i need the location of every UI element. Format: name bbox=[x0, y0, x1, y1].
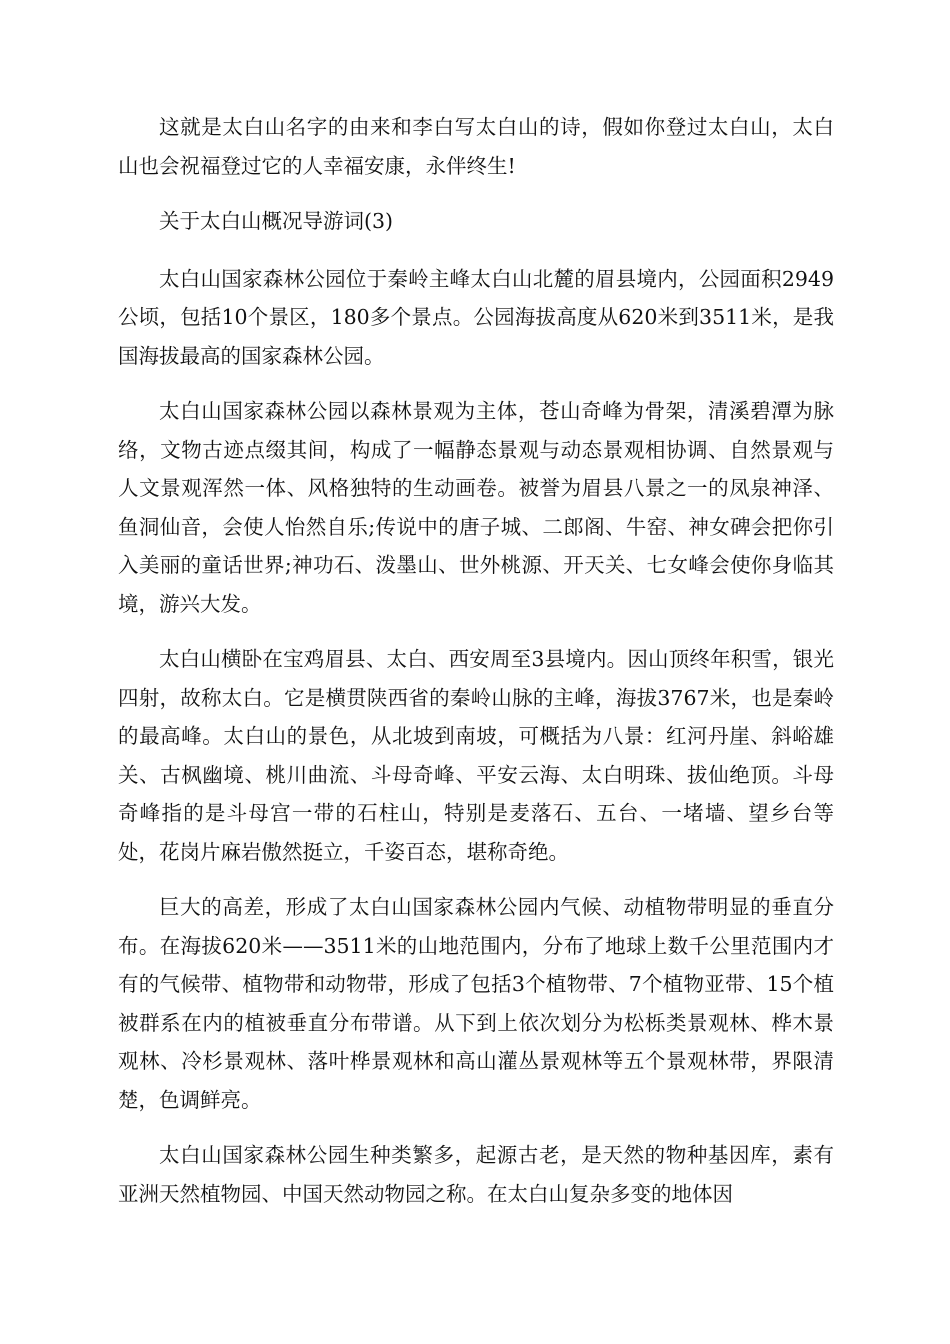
section-heading: 关于太白山概况导游词(3) bbox=[159, 209, 394, 233]
paragraph-vertical-distribution: 巨大的高差，形成了太白山国家森林公园内气候、动植物带明显的垂直分布。在海拔620米——3511米的山地范围内，分布了地球上数千公里范围内才有的气候带、植物带和动物带，形成了包括3个植物带、7个植物亚带、15个植被群系在内的植被垂直分布带谱。从下到上依次划分为松栎类景观林、桦木景观林、冷杉景观林、落叶桦景观林和高山灌丛景观林等五个景观林带，界限清楚，色调鲜亮。 bbox=[118, 895, 834, 1112]
document-page bbox=[118, 108, 834, 1230]
paragraph-park-landscape: 太白山国家森林公园以森林景观为主体，苍山奇峰为骨架，清溪碧潭为脉络，文物古迹点缀其间，构成了一幅静态景观与动态景观相协调、自然景观与人文景观浑然一体、风格独特的生动画卷。被誉为眉县八景之一的凤泉神泽、鱼洞仙音，会使人怡然自乐;传说中的唐子城、二郎阁、牛窑、神女碑会把你引入美丽的童话世界;神功石、泼墨山、世外桃源、开天关、七女峰会使你身临其境，游兴大发。 bbox=[118, 399, 834, 616]
paragraph-poem-conclusion: 这就是太白山名字的由来和李白写太白山的诗，假如你登过太白山，太白山也会祝福登过它的人幸福安康，永伴终生! bbox=[118, 115, 834, 178]
paragraph-species: 太白山国家森林公园生种类繁多，起源古老，是天然的物种基因库，素有亚洲天然植物园、中国天然动物园之称。在太白山复杂多变的地体因 bbox=[118, 1143, 834, 1206]
paragraph-park-location: 太白山国家森林公园位于秦岭主峰太白山北麓的眉县境内，公园面积2949公顷，包括10个景区，180多个景点。公园海拔高度从620米到3511米，是我国海拔最高的国家森林公园。 bbox=[118, 266, 834, 368]
paragraph-eight-scenes: 太白山横卧在宝鸡眉县、太白、西安周至3县境内。因山顶终年积雪，银光四射，故称太白。它是横贯陕西省的秦岭山脉的主峰，海拔3767米，也是秦岭的最高峰。太白山的景色，从北坡到南坡，可概括为八景：红河丹崖、斜峪雄关、古枫幽境、桃川曲流、斗母奇峰、平安云海、太白明珠、拔仙绝顶。斗母奇峰指的是斗母宫一带的石柱山，特别是麦落石、五台、一堵墙、望乡台等处，花岗片麻岩傲然挺立，千姿百态，堪称奇绝。 bbox=[118, 647, 834, 864]
